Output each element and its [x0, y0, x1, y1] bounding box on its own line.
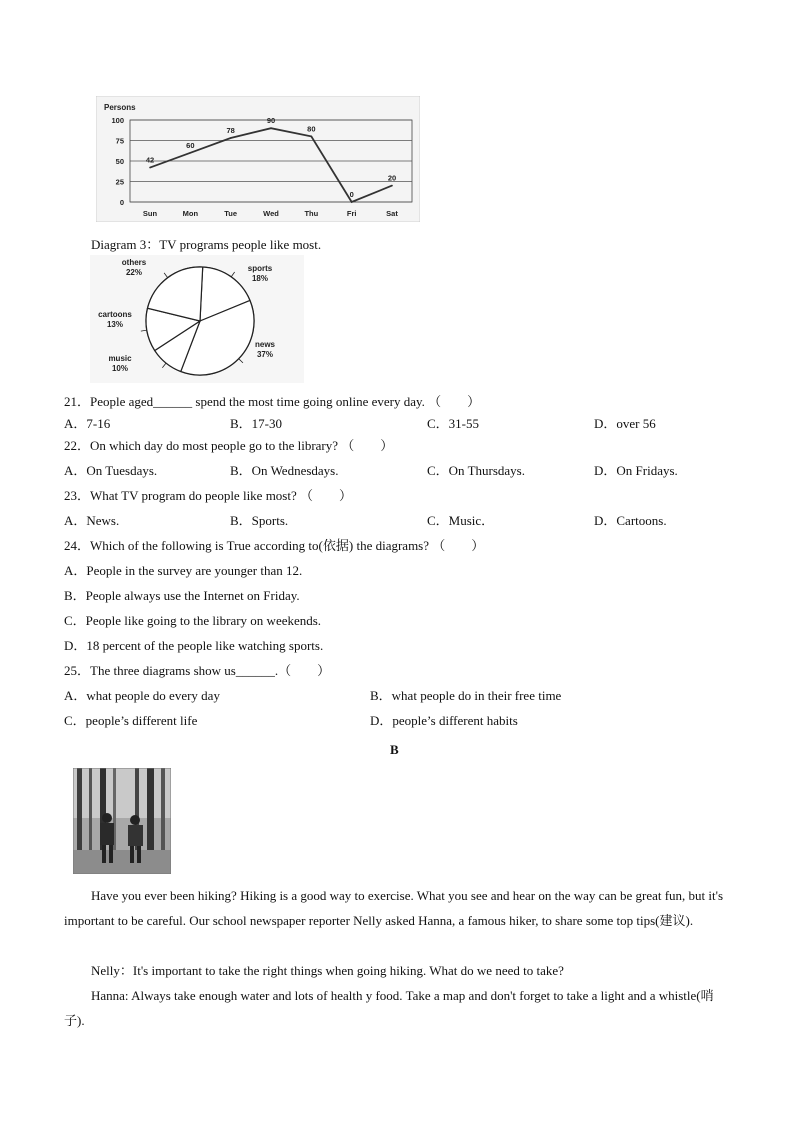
line-chart-x-tick-label: Fri	[346, 209, 357, 218]
q25-option-a[interactable]: A．what people do every day	[64, 688, 220, 703]
q21-option-a[interactable]: A．7-16	[64, 416, 111, 431]
section-label: B	[390, 742, 399, 757]
line-chart-x-tick-label: Sat	[386, 209, 398, 218]
q24-option-a[interactable]: A．People in the survey are younger than 12.	[64, 563, 303, 578]
q24-option-d[interactable]: D．18 percent of the people like watching sports.	[64, 638, 324, 653]
q24-option-b[interactable]: B．People always use the Internet on Friday.	[64, 588, 300, 603]
pie-label-others: others	[121, 258, 147, 267]
q23-option-a[interactable]: A．News.	[64, 513, 120, 528]
q21-option-b[interactable]: B．17-30	[230, 416, 283, 431]
q25-option-b[interactable]: B．what people do in their free time	[370, 688, 562, 703]
q23-option-b[interactable]: B．Sports.	[230, 513, 289, 528]
pie-label-news: news	[254, 340, 276, 349]
line-chart-data-label: 90	[266, 116, 276, 126]
pie-value-music: 10%	[111, 364, 129, 373]
line-chart-data-label: 60	[186, 140, 195, 150]
line-chart-y-tick-label: 100	[111, 116, 124, 125]
question-23: 23．What TV program do people like most? （ ）	[64, 488, 352, 503]
question-22: 22．On which day do most people go to the library? （ ）	[64, 438, 394, 453]
q21-option-d[interactable]: D．over 56	[594, 416, 656, 431]
line-chart-point	[149, 167, 151, 169]
line-chart-data-label: 20	[387, 173, 397, 183]
line-chart-x-tick-label: Sun	[142, 209, 158, 218]
passage-nelly: Nelly：It's important to take the right things when going hiking. What do we need to take?	[91, 963, 564, 978]
line-chart-y-tick-label: 75	[115, 136, 124, 146]
question-24: 24．Which of the following is True according to(依据) the diagrams? （ ）	[64, 538, 485, 553]
line-chart-y-tick-label: 25	[115, 177, 124, 187]
pie-value-news: 37%	[256, 350, 274, 359]
q25-option-d[interactable]: D．people’s different habits	[370, 713, 518, 728]
pie-value-sports: 18%	[251, 274, 269, 283]
line-chart-y-axis-title: Persons	[104, 103, 136, 112]
q22-option-d[interactable]: D．On Fridays.	[594, 463, 678, 478]
q23-option-c[interactable]: C．Music．	[427, 513, 495, 528]
line-chart-point	[230, 137, 232, 139]
q22-option-c[interactable]: C．On Thursdays.	[427, 463, 525, 478]
pie-label-music: music	[108, 354, 132, 363]
pie-value-others: 22%	[125, 268, 143, 277]
line-chart-point	[270, 127, 272, 129]
question-25: 25．The three diagrams show us______.（ ）	[64, 663, 331, 678]
q21-option-c[interactable]: C．31-55	[427, 416, 480, 431]
line-chart-x-tick-label: Tue	[224, 209, 238, 218]
pie-chart	[90, 255, 304, 383]
line-chart-point	[351, 201, 353, 203]
line-chart	[96, 96, 420, 222]
line-chart-x-tick-label: Thu	[304, 209, 319, 218]
q24-option-c[interactable]: C．People like going to the library on weekends.	[64, 613, 322, 628]
line-chart-data-label: 78	[226, 126, 235, 136]
pie-label-sports: sports	[247, 264, 273, 273]
pie-value-cartoons: 13%	[106, 320, 124, 329]
line-chart-data-label: 42	[145, 155, 155, 165]
line-chart-point	[391, 185, 393, 187]
diagram3-caption: Diagram 3：TV programs people like most.	[91, 237, 322, 252]
pie-chart-slices	[146, 267, 254, 375]
line-chart-point	[190, 152, 192, 154]
line-chart-y-tick-label: 50	[115, 157, 124, 166]
passage-intro: Have you ever been hiking? Hiking is a good way to exercise. What you see and hear on the way can be great fun, but it's important to be careful. Our school newspaper reporter Nelly asked Hanna, a famous hiker, to share some top tips(建议).	[64, 888, 724, 928]
question-21: 21．People aged______ spend the most time going online every day. （ ）	[64, 394, 481, 409]
line-chart-x-tick-label: Mon	[182, 209, 199, 218]
q22-option-b[interactable]: B．On Wednesdays.	[230, 463, 339, 478]
q23-option-d[interactable]: D．Cartoons.	[594, 513, 667, 528]
forest-hikers-image	[73, 768, 171, 874]
line-chart-data-label: 80	[307, 124, 316, 134]
q25-option-c[interactable]: C．people’s different life	[64, 713, 198, 728]
line-chart-x-tick-label: Wed	[263, 209, 279, 218]
pie-label-cartoons: cartoons	[98, 310, 132, 319]
hikers-photo	[73, 768, 171, 874]
passage-hanna: Hanna: Always take enough water and lots of health y food. Take a map and don't forget to take a light and a whistle(哨子).	[64, 988, 714, 1028]
line-chart-y-tick-label: 0	[119, 198, 124, 207]
q22-option-a[interactable]: A．On Tuesdays.	[64, 463, 158, 478]
line-chart-data-label: 0	[349, 190, 354, 199]
line-chart-point	[311, 136, 313, 138]
